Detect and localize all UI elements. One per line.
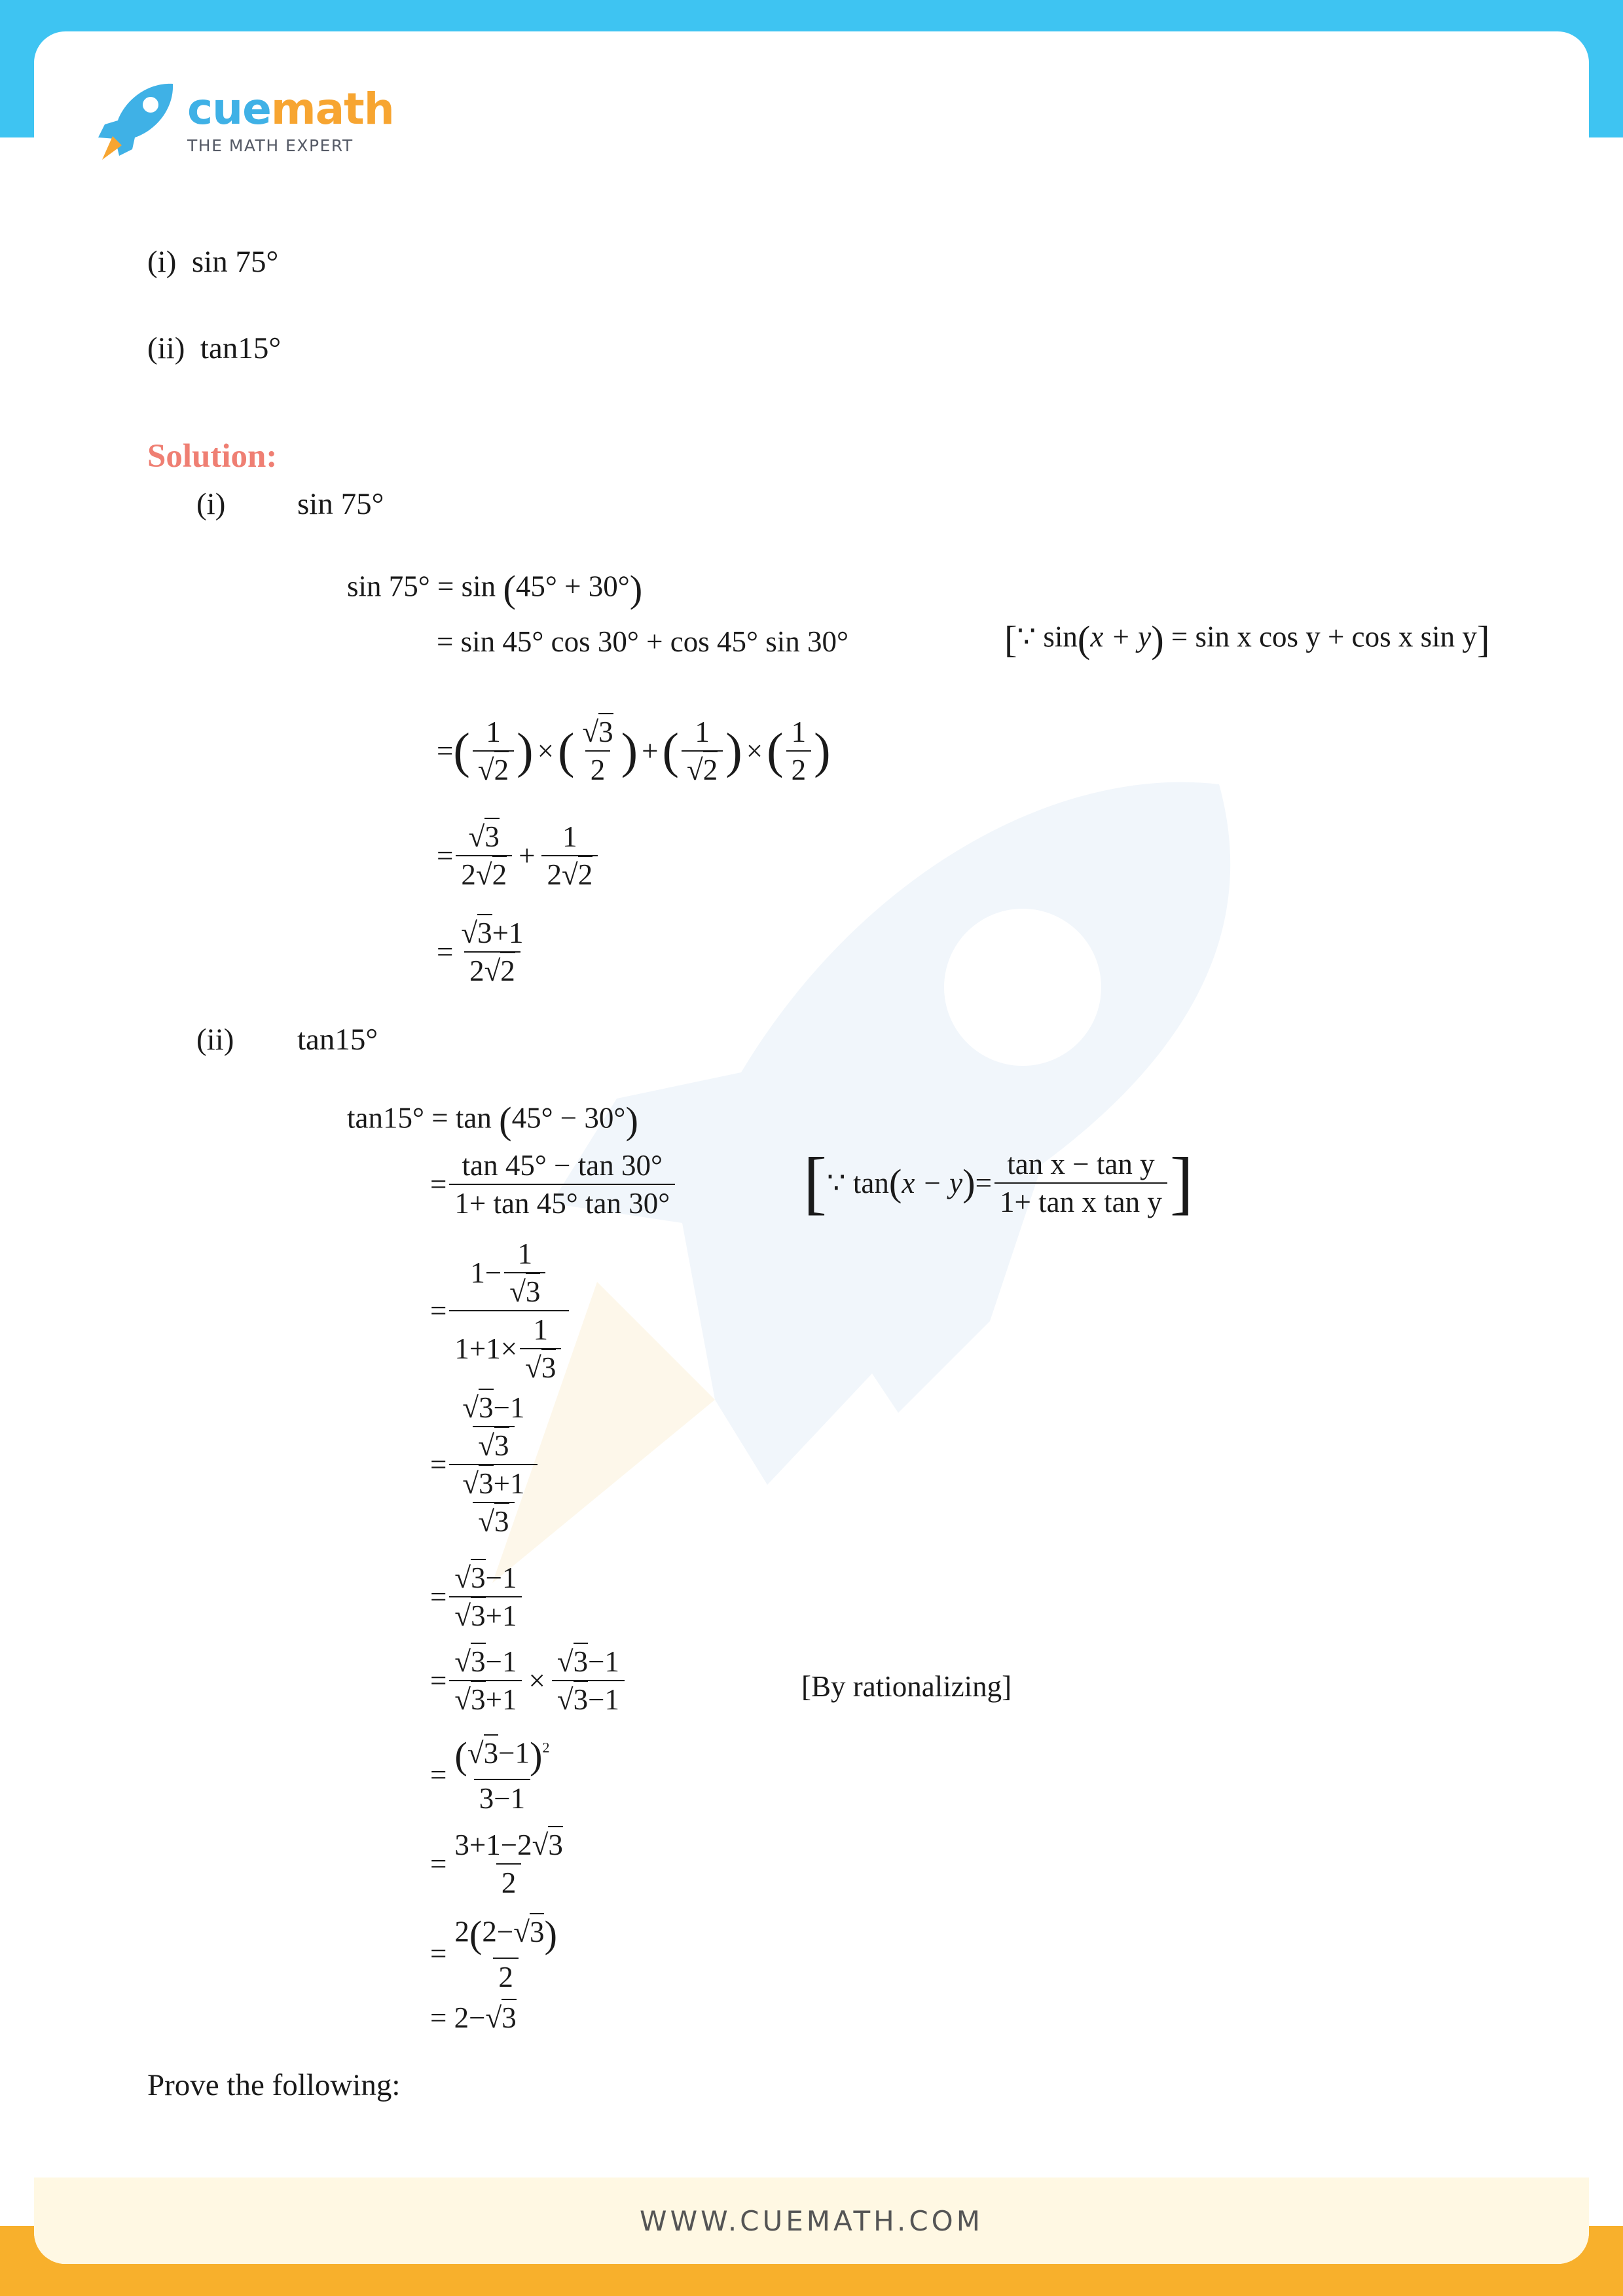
- part-ii-label: (ii): [196, 1023, 234, 1057]
- question-i: (i) sin 75°: [147, 245, 279, 279]
- footer: [34, 2178, 1589, 2264]
- p1-identity-hint: [∵ sin(x + y) = sin x cos y + cos x sin y]: [1004, 618, 1490, 661]
- p2-step3: = $\frac{\frac{√3-1}{√3}}{\frac{√3+1}{√3}}$: [430, 1393, 540, 1537]
- p1-step2: = ( $\frac{1}{√2}$ ) × ( $\frac{√3}{2}$ ) + ( $\frac{1}{√2}$ ) × ( $\frac{1}{2}$ ): [437, 718, 831, 785]
- p1-step3: = $\frac{√3}{2√2}$ + $\frac{1}{2√2}$: [437, 822, 600, 890]
- cuemath-logo: [93, 79, 394, 164]
- p2-step0: tan15° = tan (45° − 30°): [347, 1099, 638, 1142]
- p2-identity-hint: [ ∵ tan ( x − y ) = $\frac{\text{tan x − tan y}}{\text{1+ tan x tan y}}$ ]: [803, 1144, 1194, 1222]
- p1-step4: = $\frac{√3+1}{2√2}$: [437, 919, 531, 986]
- p2-step8: = $\frac{2(2-√3)}{2}$: [430, 1913, 557, 1994]
- prove-prompt: Prove the following:: [147, 2068, 401, 2102]
- rationalize-note: [By rationalizing]: [801, 1670, 1012, 1703]
- website-link[interactable]: WWW.CUEMATH.COM: [640, 2204, 983, 2237]
- brand-tagline: THE MATH EXPERT: [187, 136, 354, 155]
- p2-step1: = $\frac{\tan 45^\circ - \tan 30^\circ}{1+ \tan 45^\circ \tan 30^\circ}$: [430, 1151, 678, 1218]
- p2-step7: = $\frac{3+1-2√3}{2}$: [430, 1831, 571, 1898]
- part-i-expr: sin 75°: [297, 487, 384, 521]
- p1-step1: = sin 45° cos 30° + cos 45° sin 30°: [437, 625, 848, 658]
- p2-step2: = 1− $\frac{1}{√3}$ 1+1× $\frac{1}{√3}$: [430, 1239, 572, 1383]
- part-i-label: (i): [196, 487, 226, 521]
- brand-name: cuemath: [187, 83, 394, 134]
- p2-final: = 2−√3: [430, 2003, 517, 2033]
- p2-step5: = $\frac{√3-1}{√3+1}$ × $\frac{√3-1}{√3-1}$: [430, 1647, 627, 1715]
- question-ii: (ii) tan15°: [147, 331, 282, 365]
- p2-step6: = $\frac{(√3-1)^2}{3-1}$: [430, 1734, 550, 1815]
- rocket-logo-icon: [93, 79, 178, 164]
- p1-step0: sin 75° = sin (45° + 30°): [347, 568, 643, 610]
- part-ii-expr: tan15°: [297, 1023, 378, 1057]
- p2-step4: = $\frac{√3-1}{√3+1}$: [430, 1563, 524, 1631]
- solution-heading: Solution:: [147, 438, 278, 475]
- page-card: [34, 31, 1589, 2264]
